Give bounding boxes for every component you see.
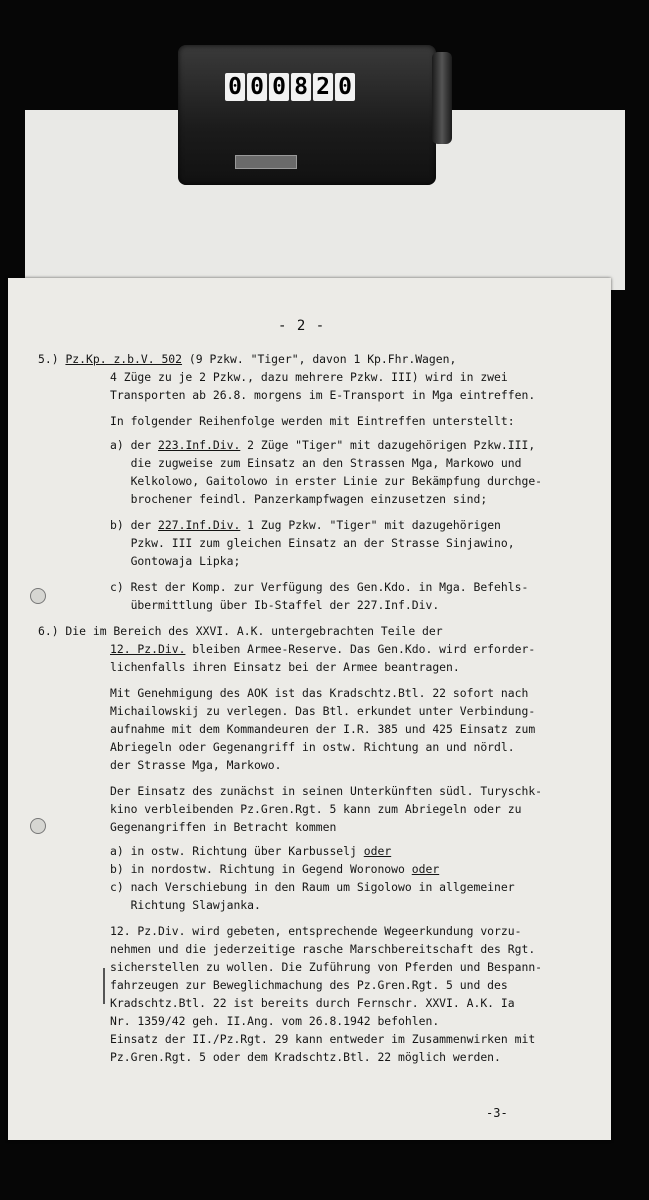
text-span: Kelkolowo, Gaitolowo in erster Linie zur Bekämpfung durchge- xyxy=(110,474,543,488)
text-span: fahrzeugen zur Beweglichmachung des Pz.Gren.Rgt. 5 und des xyxy=(110,978,508,992)
text-span: die zugweise zum Einsatz an den Strassen Mga, Markowo und xyxy=(110,456,522,470)
counter-digit: 0 xyxy=(335,73,355,101)
counter-label-plate xyxy=(235,155,297,169)
text-line xyxy=(110,862,439,876)
text-line xyxy=(110,820,336,834)
text-line xyxy=(110,1050,501,1064)
text-span: 4 Züge zu je 2 Pzkw., dazu mehrere Pzkw. III) wird in zwei xyxy=(110,370,508,384)
text-span: Gegenangriffen in Betracht kommen xyxy=(110,820,337,834)
text-line xyxy=(110,844,391,858)
text-span: nehmen und die jederzeitige rasche Marschbereitschaft des Rgt. xyxy=(110,942,536,956)
text-line xyxy=(110,898,261,912)
punch-hole xyxy=(30,818,46,834)
text-span: kino verbleibenden Pz.Gren.Rgt. 5 kann zum Abriegeln oder zu xyxy=(110,802,522,816)
counter-knob xyxy=(432,52,452,144)
counter-digit: 8 xyxy=(291,73,311,101)
counter-digit: 0 xyxy=(247,73,267,101)
frame-counter-device xyxy=(178,45,436,185)
text-line xyxy=(110,784,542,798)
text-span: 12. Pz.Div. wird gebeten, entsprechende Wegeerkundung vorzu- xyxy=(110,924,522,938)
document-page xyxy=(8,278,611,1140)
text-span: der Strasse Mga, Markowo. xyxy=(110,758,282,772)
text-span: Kradschtz.Btl. 22 ist bereits durch Fernschr. XXVI. A.K. Ia xyxy=(110,996,515,1010)
counter-digit: 0 xyxy=(269,73,289,101)
text-line xyxy=(110,580,528,594)
text-line xyxy=(110,960,542,974)
text-span: übermittlung über Ib-Staffel der 227.Inf.Div. xyxy=(110,598,440,612)
underlined-text: 227.Inf.Div. xyxy=(158,518,241,532)
text-line xyxy=(110,474,542,488)
text-span: aufnahme mit dem Kommandeuren der I.R. 385 und 425 Einsatz zum xyxy=(110,722,536,736)
underlined-text: Pz.Kp. z.b.V. 502 xyxy=(65,352,183,366)
text-line xyxy=(38,624,443,638)
text-span: (9 Pzkw. "Tiger", davon 1 Kp.Fhr.Wagen, xyxy=(182,352,457,366)
text-span: lichenfalls ihren Einsatz bei der Armee beantragen. xyxy=(110,660,460,674)
counter-digit: 0 xyxy=(225,73,245,101)
text-span: a) der xyxy=(110,438,159,452)
text-line xyxy=(110,978,508,992)
text-line xyxy=(110,370,508,384)
underlined-text: 223.Inf.Div. xyxy=(158,438,241,452)
text-line xyxy=(110,598,439,612)
text-span: Pz.Gren.Rgt. 5 oder dem Kradschtz.Btl. 22 möglich werden. xyxy=(110,1050,501,1064)
text-span: Nr. 1359/42 geh. II.Ang. vom 26.8.1942 befohlen. xyxy=(110,1014,440,1028)
frame-counter-digits xyxy=(225,73,355,103)
text-span: Abriegeln oder Gegenangriff in ostw. Richtung an und nördl. xyxy=(110,740,515,754)
text-span: a) in ostw. Richtung über Karbusselj xyxy=(110,844,364,858)
text-line xyxy=(38,352,456,366)
text-span: Gontowaja Lipka; xyxy=(110,554,241,568)
counter-digit: 2 xyxy=(313,73,333,101)
text-span: 1 Zug Pzkw. "Tiger" mit dazugehörigen xyxy=(240,518,501,532)
text-span: bleiben Armee-Reserve. Das Gen.Kdo. wird erforder- xyxy=(185,642,536,656)
text-line xyxy=(110,924,521,938)
text-line xyxy=(110,704,535,718)
text-line xyxy=(110,942,535,956)
text-span: Richtung Slawjanka. xyxy=(110,898,261,912)
text-line xyxy=(110,660,460,674)
text-line xyxy=(110,740,515,754)
text-line xyxy=(110,438,535,452)
text-line xyxy=(110,1014,439,1028)
text-span: c) nach Verschiebung in den Raum um Sigolowo in allgemeiner xyxy=(110,880,515,894)
underlined-text: oder xyxy=(411,862,440,876)
text-line xyxy=(110,996,515,1010)
text-span: b) in nordostw. Richtung in Gegend Woronowo xyxy=(110,862,412,876)
underlined-text: oder xyxy=(363,844,392,858)
text-line xyxy=(110,758,281,772)
text-line xyxy=(110,456,521,470)
underlined-text: 12. Pz.Div. xyxy=(110,642,186,656)
text-line xyxy=(110,388,535,402)
text-line xyxy=(110,722,535,736)
text-line xyxy=(110,642,535,656)
text-span: Pzkw. III zum gleichen Einsatz an der Strasse Sinjawino, xyxy=(110,536,515,550)
text-line xyxy=(110,686,528,700)
text-line xyxy=(110,554,240,568)
text-span: Michailowskij zu verlegen. Das Btl. erkundet unter Verbindung- xyxy=(110,704,536,718)
text-span: 5.) xyxy=(38,352,66,366)
margin-pencil-mark xyxy=(103,968,105,1004)
next-page-indicator: -3- xyxy=(486,1106,508,1120)
text-line xyxy=(110,802,521,816)
text-line xyxy=(110,1032,535,1046)
text-span: Einsatz der II./Pz.Rgt. 29 kann entweder im Zusammenwirken mit xyxy=(110,1032,536,1046)
text-span: sicherstellen zu wollen. Die Zuführung von Pferden und Bespann- xyxy=(110,960,543,974)
text-span: 6.) Die im Bereich des XXVI. A.K. untergebrachten Teile der xyxy=(38,624,443,638)
text-span: In folgender Reihenfolge werden mit Eintreffen unterstellt: xyxy=(110,414,515,428)
text-span: Mit Genehmigung des AOK ist das Kradschtz.Btl. 22 sofort nach xyxy=(110,686,529,700)
text-span: 2 Züge "Tiger" mit dazugehörigen Pzkw.III, xyxy=(240,438,536,452)
text-line xyxy=(110,536,515,550)
punch-hole xyxy=(30,588,46,604)
text-line xyxy=(110,880,515,894)
text-line xyxy=(110,414,515,428)
text-span: b) der xyxy=(110,518,159,532)
text-span: Transporten ab 26.8. morgens im E-Transport in Mga eintreffen. xyxy=(110,388,536,402)
text-span: c) Rest der Komp. zur Verfügung des Gen.Kdo. in Mga. Befehls- xyxy=(110,580,529,594)
text-span: Der Einsatz des zunächst in seinen Unterkünften südl. Turyschk- xyxy=(110,784,543,798)
text-line xyxy=(110,492,487,506)
text-span: brochener feindl. Panzerkampfwagen einzusetzen sind; xyxy=(110,492,488,506)
text-line xyxy=(110,518,501,532)
page-number: - 2 - xyxy=(278,318,326,334)
